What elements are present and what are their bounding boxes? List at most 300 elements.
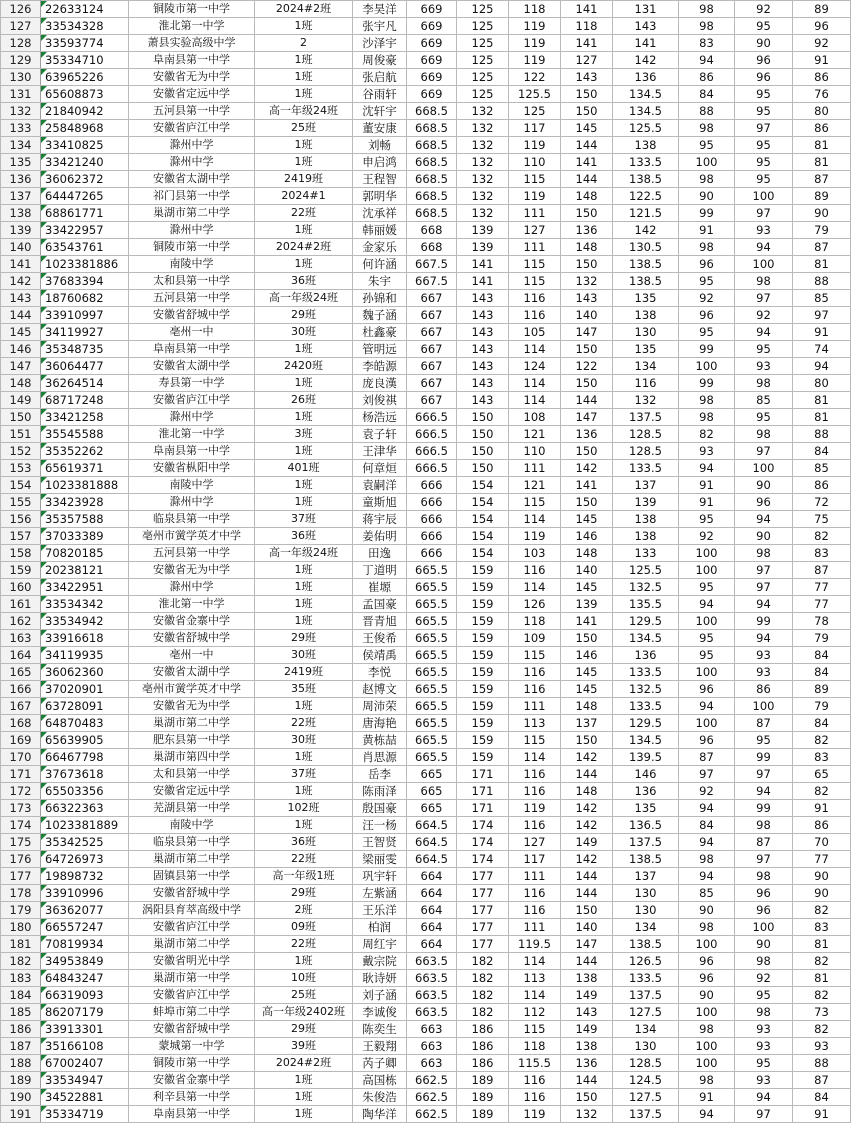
student-id-cell[interactable]: 34522881: [41, 1089, 129, 1106]
score-e-cell[interactable]: 98: [735, 375, 793, 392]
score-c-cell[interactable]: 133.5: [613, 460, 679, 477]
school-cell[interactable]: 滁州中学: [129, 494, 255, 511]
student-id-cell[interactable]: 35357588: [41, 511, 129, 528]
score-a-cell[interactable]: 115: [509, 1021, 561, 1038]
score-b-cell[interactable]: 144: [561, 953, 613, 970]
row-number-cell[interactable]: 142: [1, 273, 41, 290]
score-f-cell[interactable]: 81: [793, 936, 851, 953]
score-e-cell[interactable]: 98: [735, 1004, 793, 1021]
row-number-cell[interactable]: 127: [1, 18, 41, 35]
rank-cell[interactable]: 159: [457, 579, 509, 596]
class-cell[interactable]: 30班: [255, 324, 353, 341]
score-a-cell[interactable]: 113: [509, 970, 561, 987]
score-f-cell[interactable]: 86: [793, 69, 851, 86]
score-d-cell[interactable]: 95: [679, 647, 735, 664]
student-name-cell[interactable]: 李悦: [353, 664, 407, 681]
class-cell[interactable]: 1班: [255, 1089, 353, 1106]
score-f-cell[interactable]: 77: [793, 579, 851, 596]
student-name-cell[interactable]: 高国栋: [353, 1072, 407, 1089]
class-cell[interactable]: 37班: [255, 766, 353, 783]
score-b-cell[interactable]: 149: [561, 987, 613, 1004]
rank-cell[interactable]: 139: [457, 239, 509, 256]
score-f-cell[interactable]: 87: [793, 562, 851, 579]
score-c-cell[interactable]: 130.5: [613, 239, 679, 256]
score-e-cell[interactable]: 92: [735, 970, 793, 987]
score-f-cell[interactable]: 81: [793, 970, 851, 987]
total-score-cell[interactable]: 664.5: [407, 834, 457, 851]
score-c-cell[interactable]: 116: [613, 375, 679, 392]
student-name-cell[interactable]: 李昊洋: [353, 1, 407, 18]
student-id-cell[interactable]: 33421258: [41, 409, 129, 426]
row-number-cell[interactable]: 140: [1, 239, 41, 256]
score-d-cell[interactable]: 98: [679, 120, 735, 137]
score-b-cell[interactable]: 118: [561, 18, 613, 35]
score-a-cell[interactable]: 119: [509, 18, 561, 35]
class-cell[interactable]: 1班: [255, 375, 353, 392]
total-score-cell[interactable]: 663.5: [407, 987, 457, 1004]
rank-cell[interactable]: 189: [457, 1072, 509, 1089]
table-row[interactable]: [1, 1021, 851, 1038]
score-e-cell[interactable]: 100: [735, 919, 793, 936]
rank-cell[interactable]: 154: [457, 528, 509, 545]
class-cell[interactable]: 1班: [255, 562, 353, 579]
class-cell[interactable]: 30班: [255, 732, 353, 749]
score-f-cell[interactable]: 81: [793, 154, 851, 171]
rank-cell[interactable]: 174: [457, 851, 509, 868]
rank-cell[interactable]: 174: [457, 834, 509, 851]
school-cell[interactable]: 亳州市黉学英才中学: [129, 528, 255, 545]
score-b-cell[interactable]: 143: [561, 290, 613, 307]
total-score-cell[interactable]: 665.5: [407, 596, 457, 613]
table-row[interactable]: [1, 1, 851, 18]
score-c-cell[interactable]: 138: [613, 307, 679, 324]
total-score-cell[interactable]: 666: [407, 477, 457, 494]
score-f-cell[interactable]: 91: [793, 324, 851, 341]
school-cell[interactable]: 太和县第一中学: [129, 766, 255, 783]
table-row[interactable]: [1, 324, 851, 341]
score-d-cell[interactable]: 91: [679, 494, 735, 511]
score-a-cell[interactable]: 114: [509, 392, 561, 409]
student-id-cell[interactable]: 64447265: [41, 188, 129, 205]
score-e-cell[interactable]: 90: [735, 528, 793, 545]
score-c-cell[interactable]: 142: [613, 52, 679, 69]
class-cell[interactable]: 29班: [255, 630, 353, 647]
score-d-cell[interactable]: 99: [679, 341, 735, 358]
row-number-cell[interactable]: 159: [1, 562, 41, 579]
total-score-cell[interactable]: 663: [407, 1021, 457, 1038]
score-d-cell[interactable]: 98: [679, 919, 735, 936]
student-name-cell[interactable]: 袁嗣洋: [353, 477, 407, 494]
rank-cell[interactable]: 159: [457, 613, 509, 630]
score-e-cell[interactable]: 95: [735, 86, 793, 103]
row-number-cell[interactable]: 150: [1, 409, 41, 426]
student-id-cell[interactable]: 68861771: [41, 205, 129, 222]
rank-cell[interactable]: 132: [457, 205, 509, 222]
table-row[interactable]: [1, 545, 851, 562]
student-name-cell[interactable]: 李诚俊: [353, 1004, 407, 1021]
row-number-cell[interactable]: 129: [1, 52, 41, 69]
class-cell[interactable]: 29班: [255, 307, 353, 324]
score-b-cell[interactable]: 141: [561, 477, 613, 494]
score-f-cell[interactable]: 85: [793, 290, 851, 307]
score-b-cell[interactable]: 138: [561, 1038, 613, 1055]
school-cell[interactable]: 南陵中学: [129, 477, 255, 494]
row-number-cell[interactable]: 151: [1, 426, 41, 443]
class-cell[interactable]: 22班: [255, 205, 353, 222]
score-f-cell[interactable]: 80: [793, 375, 851, 392]
class-cell[interactable]: 1班: [255, 443, 353, 460]
score-c-cell[interactable]: 137.5: [613, 834, 679, 851]
row-number-cell[interactable]: 152: [1, 443, 41, 460]
school-cell[interactable]: 五河县第一中学: [129, 545, 255, 562]
row-number-cell[interactable]: 154: [1, 477, 41, 494]
score-a-cell[interactable]: 110: [509, 154, 561, 171]
score-d-cell[interactable]: 92: [679, 528, 735, 545]
score-e-cell[interactable]: 97: [735, 120, 793, 137]
score-a-cell[interactable]: 105: [509, 324, 561, 341]
row-number-cell[interactable]: 126: [1, 1, 41, 18]
score-d-cell[interactable]: 94: [679, 868, 735, 885]
rank-cell[interactable]: 171: [457, 766, 509, 783]
table-row[interactable]: [1, 137, 851, 154]
row-number-cell[interactable]: 128: [1, 35, 41, 52]
score-d-cell[interactable]: 83: [679, 35, 735, 52]
score-c-cell[interactable]: 137.5: [613, 987, 679, 1004]
score-b-cell[interactable]: 150: [561, 494, 613, 511]
score-b-cell[interactable]: 138: [561, 970, 613, 987]
total-score-cell[interactable]: 668.5: [407, 137, 457, 154]
score-d-cell[interactable]: 100: [679, 545, 735, 562]
row-number-cell[interactable]: 188: [1, 1055, 41, 1072]
school-cell[interactable]: 安徽省明光中学: [129, 953, 255, 970]
row-number-cell[interactable]: 167: [1, 698, 41, 715]
score-e-cell[interactable]: 95: [735, 341, 793, 358]
row-number-cell[interactable]: 161: [1, 596, 41, 613]
student-name-cell[interactable]: 刘子涵: [353, 987, 407, 1004]
score-c-cell[interactable]: 129.5: [613, 613, 679, 630]
score-d-cell[interactable]: 100: [679, 562, 735, 579]
school-cell[interactable]: 安徽省定远中学: [129, 86, 255, 103]
score-e-cell[interactable]: 94: [735, 596, 793, 613]
row-number-cell[interactable]: 180: [1, 919, 41, 936]
score-d-cell[interactable]: 99: [679, 205, 735, 222]
row-number-cell[interactable]: 139: [1, 222, 41, 239]
rank-cell[interactable]: 141: [457, 256, 509, 273]
score-c-cell[interactable]: 128.5: [613, 443, 679, 460]
score-d-cell[interactable]: 97: [679, 766, 735, 783]
score-b-cell[interactable]: 147: [561, 409, 613, 426]
score-b-cell[interactable]: 142: [561, 851, 613, 868]
row-number-cell[interactable]: 131: [1, 86, 41, 103]
student-name-cell[interactable]: 沈轩宇: [353, 103, 407, 120]
score-a-cell[interactable]: 116: [509, 1072, 561, 1089]
score-f-cell[interactable]: 75: [793, 511, 851, 528]
school-cell[interactable]: 巢湖市第四中学: [129, 749, 255, 766]
table-row[interactable]: [1, 443, 851, 460]
score-c-cell[interactable]: 133.5: [613, 664, 679, 681]
score-c-cell[interactable]: 136: [613, 783, 679, 800]
score-e-cell[interactable]: 95: [735, 103, 793, 120]
school-cell[interactable]: 安徽省舒城中学: [129, 630, 255, 647]
score-c-cell[interactable]: 127.5: [613, 1004, 679, 1021]
score-c-cell[interactable]: 138.5: [613, 256, 679, 273]
score-c-cell[interactable]: 139.5: [613, 749, 679, 766]
rank-cell[interactable]: 186: [457, 1021, 509, 1038]
student-id-cell[interactable]: 33916618: [41, 630, 129, 647]
score-f-cell[interactable]: 90: [793, 205, 851, 222]
student-name-cell[interactable]: 周红宇: [353, 936, 407, 953]
student-id-cell[interactable]: 66319093: [41, 987, 129, 1004]
score-d-cell[interactable]: 94: [679, 596, 735, 613]
score-f-cell[interactable]: 82: [793, 732, 851, 749]
class-cell[interactable]: 401班: [255, 460, 353, 477]
score-e-cell[interactable]: 94: [735, 239, 793, 256]
student-id-cell[interactable]: 65503356: [41, 783, 129, 800]
rank-cell[interactable]: 154: [457, 545, 509, 562]
score-d-cell[interactable]: 82: [679, 426, 735, 443]
total-score-cell[interactable]: 665.5: [407, 732, 457, 749]
score-f-cell[interactable]: 87: [793, 239, 851, 256]
row-number-cell[interactable]: 189: [1, 1072, 41, 1089]
student-name-cell[interactable]: 黄栋喆: [353, 732, 407, 749]
score-a-cell[interactable]: 115: [509, 273, 561, 290]
score-a-cell[interactable]: 116: [509, 681, 561, 698]
score-c-cell[interactable]: 131: [613, 1, 679, 18]
total-score-cell[interactable]: 665.5: [407, 579, 457, 596]
score-e-cell[interactable]: 98: [735, 273, 793, 290]
school-cell[interactable]: 五河县第一中学: [129, 290, 255, 307]
score-b-cell[interactable]: 150: [561, 443, 613, 460]
school-cell[interactable]: 滁州中学: [129, 154, 255, 171]
score-f-cell[interactable]: 86: [793, 817, 851, 834]
total-score-cell[interactable]: 667: [407, 341, 457, 358]
row-number-cell[interactable]: 174: [1, 817, 41, 834]
score-b-cell[interactable]: 139: [561, 596, 613, 613]
score-b-cell[interactable]: 144: [561, 1072, 613, 1089]
table-row[interactable]: [1, 630, 851, 647]
score-b-cell[interactable]: 136: [561, 222, 613, 239]
score-e-cell[interactable]: 94: [735, 511, 793, 528]
student-id-cell[interactable]: 37683394: [41, 273, 129, 290]
table-row[interactable]: [1, 1089, 851, 1106]
school-cell[interactable]: 安徽省舒城中学: [129, 1021, 255, 1038]
student-id-cell[interactable]: 1023381888: [41, 477, 129, 494]
score-f-cell[interactable]: 77: [793, 596, 851, 613]
score-b-cell[interactable]: 149: [561, 834, 613, 851]
score-e-cell[interactable]: 92: [735, 307, 793, 324]
school-cell[interactable]: 滁州中学: [129, 409, 255, 426]
score-f-cell[interactable]: 82: [793, 1021, 851, 1038]
table-row[interactable]: [1, 375, 851, 392]
score-f-cell[interactable]: 84: [793, 443, 851, 460]
score-d-cell[interactable]: 88: [679, 103, 735, 120]
rank-cell[interactable]: 125: [457, 86, 509, 103]
score-a-cell[interactable]: 111: [509, 919, 561, 936]
score-c-cell[interactable]: 135: [613, 341, 679, 358]
student-id-cell[interactable]: 86207179: [41, 1004, 129, 1021]
score-c-cell[interactable]: 128.5: [613, 1055, 679, 1072]
row-number-cell[interactable]: 158: [1, 545, 41, 562]
class-cell[interactable]: 22班: [255, 715, 353, 732]
table-row[interactable]: [1, 647, 851, 664]
school-cell[interactable]: 祁门县第一中学: [129, 188, 255, 205]
score-a-cell[interactable]: 111: [509, 239, 561, 256]
score-b-cell[interactable]: 144: [561, 885, 613, 902]
table-row[interactable]: [1, 341, 851, 358]
rank-cell[interactable]: 171: [457, 783, 509, 800]
student-id-cell[interactable]: 33534947: [41, 1072, 129, 1089]
rank-cell[interactable]: 159: [457, 681, 509, 698]
score-f-cell[interactable]: 89: [793, 681, 851, 698]
score-e-cell[interactable]: 95: [735, 987, 793, 1004]
total-score-cell[interactable]: 669: [407, 86, 457, 103]
score-e-cell[interactable]: 96: [735, 902, 793, 919]
rank-cell[interactable]: 159: [457, 664, 509, 681]
score-e-cell[interactable]: 94: [735, 783, 793, 800]
score-b-cell[interactable]: 140: [561, 919, 613, 936]
class-cell[interactable]: 30班: [255, 647, 353, 664]
student-name-cell[interactable]: 汪一杨: [353, 817, 407, 834]
score-b-cell[interactable]: 136: [561, 426, 613, 443]
school-cell[interactable]: 安徽省太湖中学: [129, 664, 255, 681]
score-b-cell[interactable]: 150: [561, 341, 613, 358]
total-score-cell[interactable]: 665.5: [407, 630, 457, 647]
score-d-cell[interactable]: 94: [679, 698, 735, 715]
score-a-cell[interactable]: 117: [509, 851, 561, 868]
table-row[interactable]: [1, 290, 851, 307]
score-d-cell[interactable]: 99: [679, 375, 735, 392]
score-f-cell[interactable]: 83: [793, 919, 851, 936]
class-cell[interactable]: 26班: [255, 392, 353, 409]
class-cell[interactable]: 39班: [255, 1038, 353, 1055]
total-score-cell[interactable]: 664: [407, 885, 457, 902]
table-row[interactable]: [1, 460, 851, 477]
score-b-cell[interactable]: 150: [561, 375, 613, 392]
score-c-cell[interactable]: 146: [613, 766, 679, 783]
score-e-cell[interactable]: 97: [735, 579, 793, 596]
total-score-cell[interactable]: 664: [407, 902, 457, 919]
student-id-cell[interactable]: 33593774: [41, 35, 129, 52]
student-id-cell[interactable]: 36062372: [41, 171, 129, 188]
student-name-cell[interactable]: 王毅翔: [353, 1038, 407, 1055]
student-name-cell[interactable]: 庞良漢: [353, 375, 407, 392]
score-e-cell[interactable]: 99: [735, 800, 793, 817]
student-id-cell[interactable]: 65639905: [41, 732, 129, 749]
total-score-cell[interactable]: 663.5: [407, 970, 457, 987]
class-cell[interactable]: 1班: [255, 1106, 353, 1123]
total-score-cell[interactable]: 663: [407, 1055, 457, 1072]
total-score-cell[interactable]: 662.5: [407, 1106, 457, 1123]
class-cell[interactable]: 2419班: [255, 664, 353, 681]
score-e-cell[interactable]: 97: [735, 443, 793, 460]
score-e-cell[interactable]: 98: [735, 953, 793, 970]
score-f-cell[interactable]: 87: [793, 1072, 851, 1089]
score-e-cell[interactable]: 92: [735, 1, 793, 18]
student-id-cell[interactable]: 66467798: [41, 749, 129, 766]
table-row[interactable]: [1, 477, 851, 494]
row-number-cell[interactable]: 175: [1, 834, 41, 851]
score-f-cell[interactable]: 81: [793, 409, 851, 426]
class-cell[interactable]: 1班: [255, 494, 353, 511]
total-score-cell[interactable]: 669: [407, 35, 457, 52]
class-cell[interactable]: 22班: [255, 936, 353, 953]
score-e-cell[interactable]: 96: [735, 52, 793, 69]
score-c-cell[interactable]: 138.5: [613, 171, 679, 188]
class-cell[interactable]: 2024#2班: [255, 1055, 353, 1072]
score-d-cell[interactable]: 94: [679, 800, 735, 817]
total-score-cell[interactable]: 667: [407, 392, 457, 409]
score-c-cell[interactable]: 128.5: [613, 426, 679, 443]
score-e-cell[interactable]: 100: [735, 460, 793, 477]
score-e-cell[interactable]: 85: [735, 392, 793, 409]
score-e-cell[interactable]: 93: [735, 1021, 793, 1038]
class-cell[interactable]: 2班: [255, 902, 353, 919]
table-row[interactable]: [1, 817, 851, 834]
student-id-cell[interactable]: 63965226: [41, 69, 129, 86]
score-f-cell[interactable]: 92: [793, 35, 851, 52]
score-b-cell[interactable]: 145: [561, 681, 613, 698]
score-a-cell[interactable]: 114: [509, 579, 561, 596]
student-id-cell[interactable]: 66322363: [41, 800, 129, 817]
student-name-cell[interactable]: 李皓源: [353, 358, 407, 375]
score-e-cell[interactable]: 93: [735, 664, 793, 681]
score-e-cell[interactable]: 95: [735, 732, 793, 749]
total-score-cell[interactable]: 668: [407, 222, 457, 239]
score-c-cell[interactable]: 138: [613, 137, 679, 154]
total-score-cell[interactable]: 667: [407, 358, 457, 375]
row-number-cell[interactable]: 157: [1, 528, 41, 545]
score-d-cell[interactable]: 100: [679, 358, 735, 375]
score-e-cell[interactable]: 93: [735, 647, 793, 664]
score-f-cell[interactable]: 72: [793, 494, 851, 511]
student-id-cell[interactable]: 67002407: [41, 1055, 129, 1072]
score-f-cell[interactable]: 80: [793, 103, 851, 120]
score-a-cell[interactable]: 114: [509, 511, 561, 528]
student-id-cell[interactable]: 1023381886: [41, 256, 129, 273]
total-score-cell[interactable]: 667: [407, 324, 457, 341]
score-c-cell[interactable]: 134.5: [613, 86, 679, 103]
student-name-cell[interactable]: 魏子涵: [353, 307, 407, 324]
table-row[interactable]: [1, 664, 851, 681]
total-score-cell[interactable]: 668.5: [407, 154, 457, 171]
score-f-cell[interactable]: 91: [793, 52, 851, 69]
score-f-cell[interactable]: 91: [793, 800, 851, 817]
row-number-cell[interactable]: 176: [1, 851, 41, 868]
school-cell[interactable]: 阜南县第一中学: [129, 1106, 255, 1123]
score-b-cell[interactable]: 140: [561, 307, 613, 324]
score-c-cell[interactable]: 133: [613, 545, 679, 562]
score-d-cell[interactable]: 94: [679, 834, 735, 851]
total-score-cell[interactable]: 666: [407, 494, 457, 511]
row-number-cell[interactable]: 132: [1, 103, 41, 120]
score-d-cell[interactable]: 100: [679, 664, 735, 681]
student-id-cell[interactable]: 33423928: [41, 494, 129, 511]
score-a-cell[interactable]: 117: [509, 120, 561, 137]
total-score-cell[interactable]: 662.5: [407, 1089, 457, 1106]
row-number-cell[interactable]: 164: [1, 647, 41, 664]
total-score-cell[interactable]: 666: [407, 511, 457, 528]
table-row[interactable]: [1, 953, 851, 970]
score-a-cell[interactable]: 116: [509, 307, 561, 324]
table-row[interactable]: [1, 1004, 851, 1021]
rank-cell[interactable]: 143: [457, 392, 509, 409]
class-cell[interactable]: 1班: [255, 749, 353, 766]
score-c-cell[interactable]: 137: [613, 868, 679, 885]
rank-cell[interactable]: 159: [457, 647, 509, 664]
school-cell[interactable]: 亳州市黉学英才中学: [129, 681, 255, 698]
row-number-cell[interactable]: 130: [1, 69, 41, 86]
score-b-cell[interactable]: 150: [561, 1089, 613, 1106]
